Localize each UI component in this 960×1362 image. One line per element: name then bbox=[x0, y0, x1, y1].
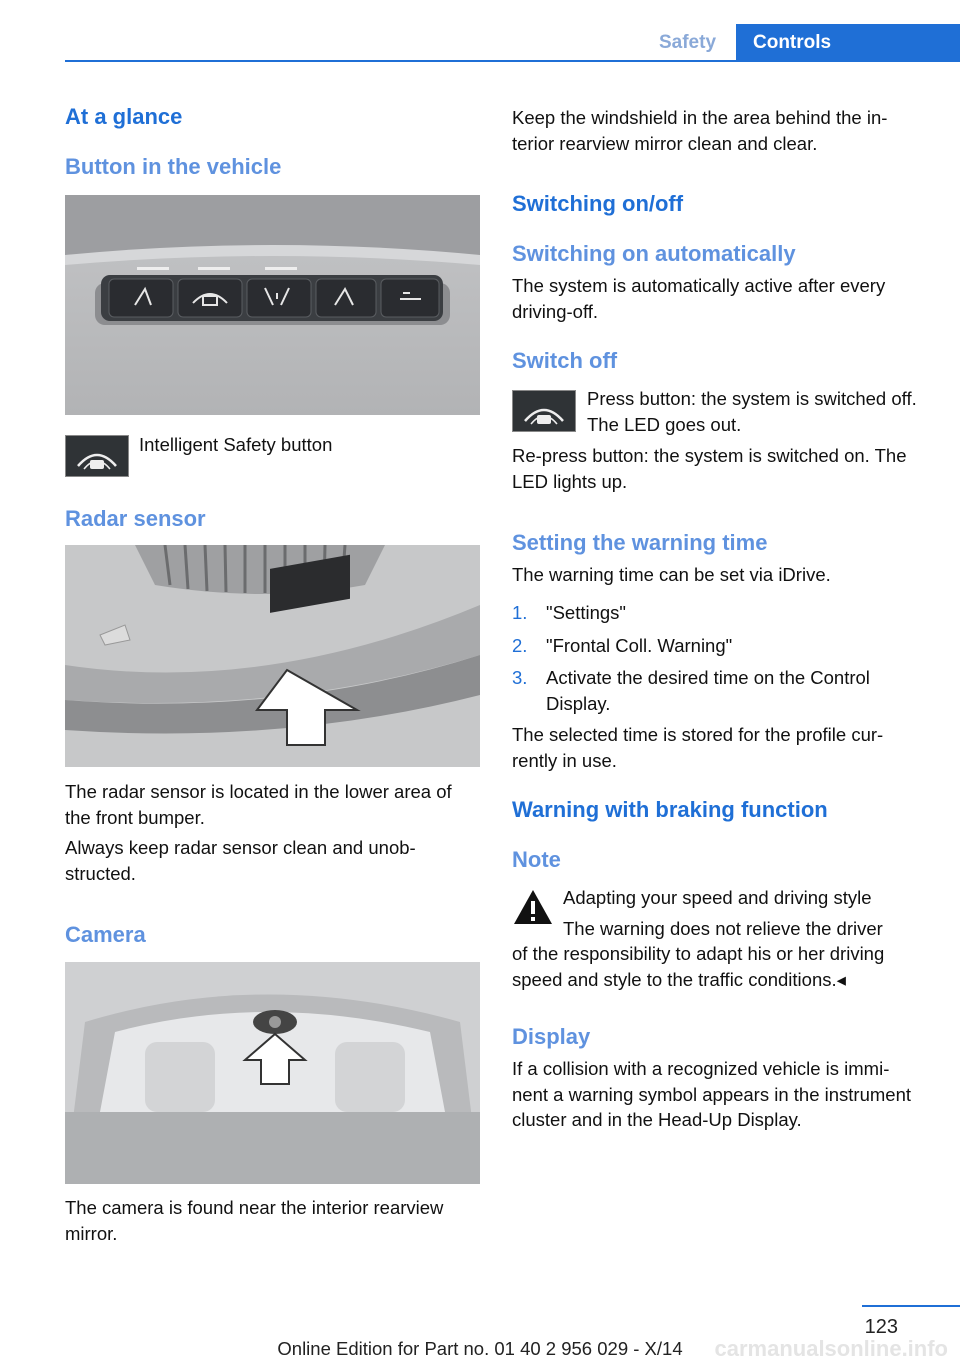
radar-text-1: The radar sensor is located in the lower area of the front bumper. bbox=[65, 781, 452, 828]
watermark: carmanualsonline.info bbox=[714, 1336, 948, 1361]
header-section-tab: Safety bbox=[658, 32, 717, 53]
list-item: 3. Activate the desired time on the Control Display. bbox=[512, 667, 870, 714]
list-item: 1. "Settings" bbox=[512, 602, 626, 623]
heading-at-a-glance: At a glance bbox=[65, 104, 183, 129]
intelligent-safety-icon bbox=[65, 435, 129, 477]
note-title: Adapting your speed and driving style bbox=[563, 887, 872, 908]
warning-triangle-icon bbox=[512, 888, 554, 926]
heading-radar-sensor: Radar sensor bbox=[65, 506, 206, 531]
camera-text: The camera is found near the interior rearview mirror. bbox=[65, 1197, 444, 1244]
heading-switching-on-off: Switching on/off bbox=[512, 191, 684, 216]
radar-text-2: Always keep radar sensor clean and unobstructed. bbox=[65, 837, 416, 884]
page-number: 123 bbox=[864, 1316, 898, 1338]
note-line: The warning does not relieve the driver bbox=[563, 918, 883, 939]
stored-text: The selected time is stored for the profile currently in use. bbox=[512, 724, 884, 771]
heading-note: Note bbox=[512, 847, 561, 872]
warning-time-text: The warning time can be set via iDrive. bbox=[512, 564, 831, 585]
header-chapter-tab: Controls bbox=[736, 24, 960, 62]
header-rule bbox=[65, 60, 960, 62]
radar-sensor-photo bbox=[65, 545, 480, 767]
auto-text: The system is automatically active after every driving-off. bbox=[512, 275, 886, 322]
repress-text: Re-press button: the system is switched on. The LED lights up. bbox=[512, 445, 907, 492]
heading-warning-braking: Warning with braking function bbox=[512, 797, 828, 822]
camera-photo bbox=[65, 962, 480, 1184]
settings-steps bbox=[512, 600, 917, 723]
button-caption: Intelligent Safety button bbox=[139, 434, 333, 455]
heading-switch-off: Switch off bbox=[512, 348, 618, 373]
heading-display: Display bbox=[512, 1024, 591, 1049]
intelligent-safety-icon bbox=[512, 390, 576, 432]
heading-camera: Camera bbox=[65, 922, 146, 947]
footer-rule bbox=[862, 1305, 960, 1307]
heading-switching-on-auto: Switching on automatically bbox=[512, 241, 796, 266]
heading-warning-time: Setting the warning time bbox=[512, 530, 768, 555]
windshield-text: Keep the windshield in the area behind the interior rearview mirror clean and clear. bbox=[512, 107, 888, 154]
list-item: 2. "Frontal Coll. Warning" bbox=[512, 634, 733, 656]
heading-button-in-vehicle: Button in the vehicle bbox=[65, 154, 282, 179]
button-panel-photo bbox=[65, 195, 480, 415]
switch-off-text: Press button: the system is switched off. The LED goes out. bbox=[587, 388, 917, 435]
edition-text: Online Edition for Part no. 01 40 2 956 029 - X/14 bbox=[277, 1338, 683, 1359]
note-rest: of the responsibility to adapt his or her driving speed and style to the traffic conditions.◂ bbox=[512, 943, 885, 990]
display-text: If a collision with a recognized vehicle is imminent a warning symbol appears in the instrument cluster and in the Head-Up Display. bbox=[512, 1058, 911, 1130]
